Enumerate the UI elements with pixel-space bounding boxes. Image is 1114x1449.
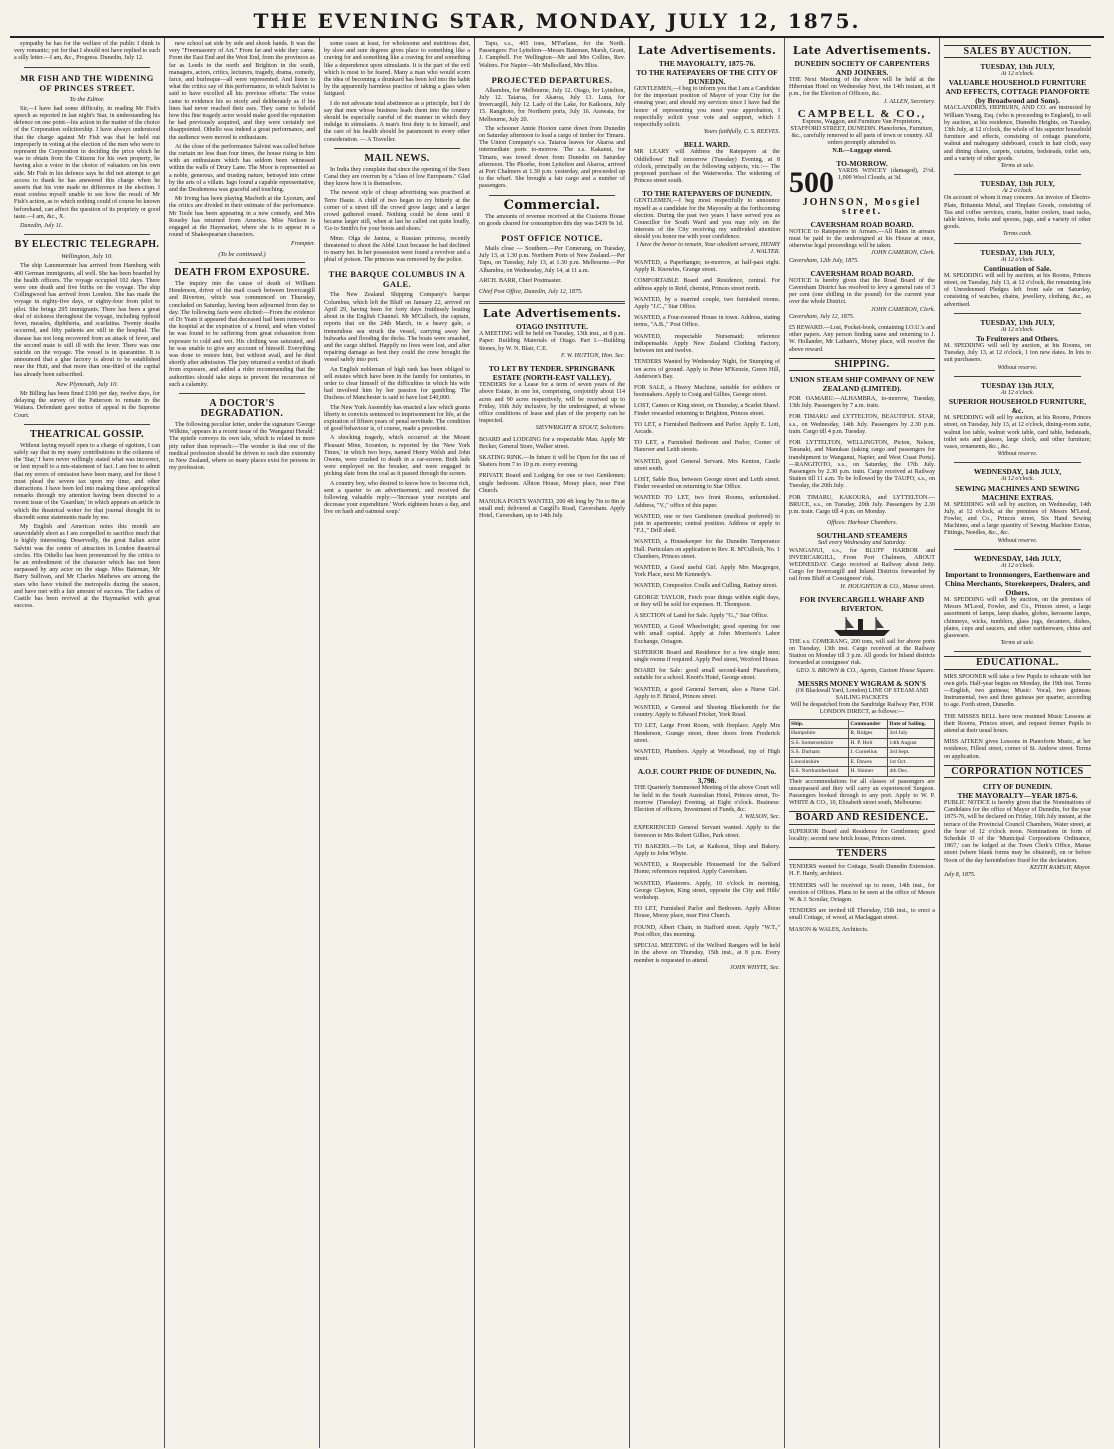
auction-date: TUESDAY, 13th JULY, bbox=[980, 247, 1055, 257]
otago-institute-body: A MEETING will be held on Tuesday, 13th inst., at 8 p.m. Paper: Building Materials of Otago. Part I.—Building Stones, by W. N. Blair, C.E. bbox=[479, 331, 625, 352]
column-2 bbox=[165, 38, 320, 1448]
classified-ad: TO LET, Large Front Room, with fireplace. Apply Mrs Henderson, Grange street, three doors from Frederick street. bbox=[634, 723, 780, 744]
springbank-body: TENDERS for a Lease for a term of seven years of the above Estate, in one lot, comprising, conjointly about 114 acres and 90 acres respectively, will be received up to Friday, 16th July inclusive, by the undersigned, at whose office conditions of lease and plan of the property can be inspected. bbox=[479, 382, 625, 425]
carpenters-ad bbox=[789, 59, 935, 106]
new-plymouth-body: Mr Billing has been fined £100 per day, twelve days, for delaying the survey of the Patterson to remain in the Waitara. Defendant gave notice of appeal in the Supreme Court. bbox=[14, 390, 160, 419]
table-cell: S.S. Northumberland bbox=[790, 767, 849, 777]
mr-fish-heading: MR FISH AND THE WIDENING OF PRINCES STREET. bbox=[20, 72, 154, 93]
classified-ad: WANTED, a Good useful Girl. Apply Mrs Macgregor, York Place, next Mr Kennedy's. bbox=[634, 564, 780, 579]
caversham-body-1: NOTICE to Ratepayers in Arrears.—All Rates in arrears must be paid to the undersigned at his House at once, otherwise legal proceedings will be taken. bbox=[789, 228, 935, 250]
board-residence-body: SUPERIOR Board and Residence for Gentlemen; good locality; second new brick house, Princes street. bbox=[789, 828, 935, 842]
corporation-notice bbox=[944, 782, 1091, 879]
auction-time: At 2 o'clock. bbox=[1002, 188, 1033, 195]
divider bbox=[954, 549, 1081, 550]
special-meeting-signature: JOHN WHYTE, Sec. bbox=[729, 964, 780, 971]
caversham-ad-1 bbox=[789, 220, 935, 265]
auction-terms: Terms at sale. bbox=[1000, 640, 1035, 647]
table-cell: Lincolnshire bbox=[790, 757, 849, 767]
divider bbox=[954, 376, 1081, 377]
southland-title: SOUTHLAND STEAMERS bbox=[816, 531, 908, 541]
union-office: Offices: Harbour Chambers. bbox=[826, 520, 898, 527]
sailing-table-header bbox=[790, 719, 935, 729]
auction-body: On account of whom it may concern. An invoice of Electro-Plate, Britannia Metal, and Tinplate Goods, consisting of Tea and coffee services, cruets, butter coolers, toast racks, table knives, forks and spoons, jugs, and a variety of other goods. bbox=[944, 195, 1091, 231]
auction-date: TUESDAY, 13th JULY, bbox=[980, 62, 1055, 72]
table-cell: S.S. Somersetshire bbox=[790, 738, 849, 748]
ratepayers-ad bbox=[634, 189, 780, 256]
post-office-signature: ARCH. BARR, Chief Postmaster. bbox=[479, 277, 562, 284]
divider bbox=[24, 67, 150, 68]
sales-by-auction-heading: SALES BY AUCTION. bbox=[944, 45, 1091, 58]
educational-list bbox=[944, 674, 1091, 761]
money-wigram-ad bbox=[789, 679, 935, 808]
auction-body: M. SPEDDING will sell by auction, on the premises of Messrs M'Leod, Fowler, and Co., Princes street, a large assortment of lamps, lamp shades, globes, kerosene lamps, chimneys, wicks, tumblers, glass jugs, decanters, dishes, plates, cups and saucers, and other earthenware, china and glassware. bbox=[944, 596, 1091, 639]
theatrical-signoff: Frompter. bbox=[291, 241, 315, 248]
corporation-mayoralty: THE MAYORALTY—YEAR 1875-6. bbox=[957, 791, 1078, 800]
theatrical-continued-2: At the close of the performance Salvini was called before the curtain no less than four times, the house rising to him with an enthusiasm which has seldom been witnessed within the walls of Drury Lane. The Moor is represented as a noble, generous, and trusting nature, betrayed into crime by the arts of a villain. Iago found a capable representative, and the Desdemona was graceful and touching. bbox=[169, 143, 315, 194]
post-office-date: Chief Post Office, Dunedin, July 12, 1875. bbox=[479, 289, 583, 296]
telegraph-heading: BY ELECTRIC TELEGRAPH. bbox=[14, 239, 160, 251]
auction-date: WEDNESDAY, 14th JULY, bbox=[973, 467, 1062, 477]
corporation-date: July 8, 1875. bbox=[944, 872, 976, 879]
auction-terms: Without reserve. bbox=[997, 537, 1038, 544]
shipping-body: The schooner Annie Hooton came down from Dunedin on Saturday afternoon to load a cargo of timber for Timaru. The Union Company's s.s. Taiaroa leaves for Akaroa and intermediate ports to-morrow. The s.s. Kakanui, for Timaru, was towed down from Dunedin on Saturday afternoon. The Phoebe, from Lyttelton and Akaroa, arrived at Port Chalmers at 1.30 p.m. yesterday, and proceeded up to the wharf. She brought a fair cargo and a number of passengers. bbox=[479, 125, 625, 190]
riverton-ad bbox=[789, 595, 935, 675]
caversham-date-2: Caversham, July 12, 1875. bbox=[789, 313, 855, 320]
ratepayers-body: GENTLEMEN,—I beg most respectfully to announce myself as a candidate for the Mayoralty at the forthcoming election. During the past two years I have served you as Councillor for South Ward and you may rely on the interests of the City receiving my undivided attention should you honor me with your confidence. bbox=[634, 198, 780, 241]
sailing-notice: FOR TIMARU, KAKOURA, and LYTTELTON.—BRUCE, s.s., on Tuesday, 20th July. Passengers by 2.30 p.m. train. Cargo till 4 p.m. on Monday. bbox=[789, 494, 935, 515]
mr-fish-date: Dunedin, July 11. bbox=[20, 223, 63, 230]
carpenters-body: THE Next Meeting of the above will be held at the Hibernian Hotel on Wednesday Next, the 14th instant, at 8 p.m., for the Election of Officers, &c. bbox=[789, 77, 935, 98]
private-board-ad: PRIVATE Board and Lodging for one or two Gentlemen; single bedroom. Albion House, Moray place, near First Church. bbox=[479, 473, 625, 494]
manuka-posts-ad: MANUKA POSTS WANTED, 200 4ft long by 7in to 8in at small end; delivered at Cargill's Road, Caversham. Apply Hotel, Caversham, up to 14th July. bbox=[479, 498, 625, 520]
to-be-continued: (To be continued.) bbox=[218, 250, 266, 258]
theatrical-body-1: Without laying myself open to a charge of egotism, I can safely say that in my many contributions to the columns of the 'Star,' I have never willingly stated what was incorrect, or lent myself to a mis-statement of fact. I am free to admit that my errors of omission have been many, and for these I must plead the severe tax upon my time, and other distractions. I have been led into making these apologetical remarks through my attention having been directed to a recent issue of the 'Guardian,' in which appears an article in which the theatrical writer for that journal thought fit to discredit some statements made by me. bbox=[14, 442, 160, 521]
classified-ad: WANTED, a General and Shoeing Blacksmith for the country. Apply to Edward Fricker, York Road. bbox=[634, 705, 780, 719]
divider bbox=[24, 234, 150, 235]
table-row bbox=[790, 729, 935, 739]
projected-departures-heading: PROJECTED DEPARTURES. bbox=[491, 74, 613, 85]
column-1 bbox=[10, 38, 165, 1448]
projected-departures-body: Alhambra, for Melbourne, July 12. Otago, for Lyttelton, July 12. Taiaroa, for Akaroa, July 13. Luna, for Invercargill, July 12. Lady of the Lake, for Kaikoura, July 15. Rangitoto, for Northern ports, July 16. Arawata, for Melbourne, July 20. bbox=[479, 87, 625, 123]
caversham-date-1: Caversham, 12th July, 1875. bbox=[789, 257, 859, 264]
riverton-signature: GEO. S. BROWN & CO., Agents, Custom House Square. bbox=[796, 667, 935, 674]
auction-notice bbox=[944, 554, 1091, 653]
tomorrow-ad bbox=[789, 159, 935, 216]
corporation-signature: KEITH RAMSAY, Mayor. bbox=[1029, 864, 1091, 871]
classified-ad: TO LET, a Furnished Bedroom and Parlor. Apply E. Lott, Arcade. bbox=[634, 421, 780, 435]
steamship-icon bbox=[832, 615, 892, 637]
corporation-body: PUBLIC NOTICE is hereby given that the Nominations of Candidates for the office of Mayor of Dunedin, for the year 1875-76, will be declared on Friday, 16th July instant, at the terrace of the Provincial Council Chambers, Water street, at the hour of 12 o'clock noon. Nominations in form of Schedule D of the 'Municipal Corporations Ordinance, 1867,' can be lodged at the Town Clerk's Office, Manse street (where blank forms may be obtained), on or before Noon of the day hereinbefore fixed for the declaration. bbox=[944, 800, 1091, 864]
campbell-ad bbox=[789, 107, 935, 155]
telegraph-body: The ship Lammermuir has arrived from Hamburg with 400 German immigrants, all well. She has been boarded by the health officers. The voyage occupied 102 days. There were one death and five births on the voyage. The ship Collingwood has arrived from London. She has made the voyage in eighty-five days, or eighty-four from pilot to pilot. She brings 295 immigrants. There has been a great deal of sickness throughout the voyage, including typhoid fever, measles, diphtheria, and scarlatina. Twenty deaths occurred, and fifty patients are still in the hospital. The disease has not long recovered from an attack of fever, and the second mate is still ill with the fever. There was one suicide on the voyage. The vessel is in quarantine. It is announced that a glue factory is about to be established near the Hutt, and that more than one-third of the capital has already been subscribed. bbox=[14, 263, 160, 378]
otago-institute-title: OTAGO INSTITUTE. bbox=[516, 322, 588, 332]
mail-news-body-5: The New York Assembly has enacted a law which grants liberty to convicts sentenced to imprisonment for life, at the expiration of fifteen years of penal servitude. The condition of good behaviour is, of course, made a precedent. bbox=[324, 404, 470, 433]
column-5 bbox=[630, 38, 785, 1448]
classified-ad: TENDERS Wanted by Wednesday Night, for Stumping of ten acres of ground. Apply to Peter M'Kenzie, Green Hill, Anderson's Bay. bbox=[634, 359, 780, 380]
auction-notice bbox=[944, 467, 1091, 549]
mail-news-body-4: An English nobleman of high rank has been obliged to sell estates which have been in the family for centuries, in order to clear himself of the difficulties in which his wife had involved him by her passion for gambling. The Duchess of Manchester is said to have lost £40,000. bbox=[324, 366, 470, 402]
auction-date: WEDNESDAY, 14th JULY, bbox=[973, 553, 1062, 563]
auction-notice bbox=[944, 248, 1091, 314]
mail-news-body-3: Mme. Olga de Janina, a Russian princess, recently threatened to shoot the Abbé Liszt because he had declined to marry her. In her possession were found a revolver and a phial of poison. The princess was removed by the police. bbox=[324, 235, 470, 264]
auction-title: SEWING MACHINES AND SEWING MACHINE EXTRAS. bbox=[955, 483, 1080, 502]
auction-body: M. SPEDDING will sell by auction, on Wednesday, 14th July, at 12 o'clock, at the premises of Messrs M'Leod, Fowler, and Co., Princes street, Six Hand Sewing Machines, and a large quantity of Sewing Machine Extras, Fittings, Needles, &c., &c. bbox=[944, 501, 1091, 537]
caversham-title-2: CAVERSHAM ROAD BOARD. bbox=[810, 268, 914, 278]
auction-notice bbox=[944, 179, 1091, 243]
classified-ad: TO BAKERS.—To Let, at Kaikorai, Shop and Bakery. Apply to John Whyte. bbox=[634, 843, 780, 858]
sailing-table bbox=[789, 719, 935, 777]
auction-time: At 12 o'clock. bbox=[1000, 256, 1035, 263]
divider bbox=[489, 195, 615, 196]
court-pride-body: THE Quarterly Summoned Meeting of the above Court will be held in the South Australian Hotel, Princes street, To-morrow (Tuesday) Evening, at Eight o'clock. Business: Election of officers, Investment of Funds, &c. bbox=[634, 785, 780, 814]
auction-notice bbox=[944, 318, 1091, 377]
shipping-lead: Tapu, s.s., 405 tons, M'Farlane, for the North. Passengers: For Lyttelton—Messrs Bateman, Marsh, Grant, J. Campbell. For Wellington—Mr and Mrs Collins, Rev. Walters. For Napier—Mr Mulholland, Mrs Bliss. bbox=[479, 41, 625, 69]
caversham-title-1: CAVERSHAM ROAD BOARD. bbox=[810, 219, 914, 229]
classified-ad: EXPERIENCED General Servant wanted. Apply to the forenoon to Mrs Robert Gillies, Park street. bbox=[634, 825, 780, 839]
auction-terms: Without reserve. bbox=[997, 451, 1038, 458]
classified-ad: BOARD for Sale: good small second-hand Pianoforte, suitable for a school. Knott's Hotel, George street. bbox=[634, 668, 780, 682]
article-body-2: I do not advocate total abstinence as a principle, but I do say that men whose business leads them into the country should be especially careful of the manner in which they indulge in stimulants. A man's first duty is to himself, and the care of his health should be paramount to every other consideration. — A Traveller. bbox=[324, 100, 470, 143]
table-header-cell: Date of Sailing. bbox=[888, 719, 935, 729]
tender-notice: TENDERS are invited till Thursday, 15th inst., to erect a small Cottage, of wood, at Maclaggan street. bbox=[789, 908, 935, 922]
divider bbox=[479, 301, 625, 304]
table-cell: 1st Oct. bbox=[888, 757, 935, 767]
exposure-body: The inquiry into the cause of death of William Henderson, driver of the mail coach between Invercargill and Riverton, which was commenced on Thursday, concluded on Saturday, having been adjourned from day to day. The following facts were elicited:—From the evidence of Dr Yeats it appeared that deceased had been removed to the hospital at the expiration of a friend, and when visited he was found to be suffering from great exhaustion from exposure to cold and wet. His clothing was saturated, and he was unable to give any account of himself. Everything was done to restore him, but without avail, and he died shortly after admission. The jury returned a verdict of death from exposure, and added a rider recommending that the authorities should take steps to prevent the recurrence of such a calamity. bbox=[169, 280, 315, 388]
tenders-heading: TENDERS bbox=[789, 847, 935, 860]
theatrical-continued-3: Mr Irving has been playing Macbeth at the Lyceum, and the critics are divided in their estimate of the performance. Mr Toole has been appearing in a new comedy, and Mrs Rousby has returned from America. Miss Neilson is engaged at the Haymarket, where she is to appear in a round of Shakespearian characters. bbox=[169, 196, 315, 239]
post-office-body: Mails close — Southern.—Per Comerang, on Tuesday, July 13, at 1.30 p.m. Northern Ports of New Zealand.—Per Tapu, on Tuesday, July 13, at 1.30 p.m. Melbourne.—Per Alhambra, on Wednesday, July 14, at 11 a.m. bbox=[479, 246, 625, 274]
classified-ad: WANTED, a Good Wheelwright; good opening for one with small capital. Apply at John Morrison's Labor Exchange, Octagon. bbox=[634, 624, 780, 645]
commercial-heading: Commercial. bbox=[503, 197, 601, 213]
auction-body: M. SPEDDING will sell by auction, at his Rooms, Princes street, on Tuesday, July 13, at 12 o'clock, the remaining lots of Unredeemed Pledges left from sale on Saturday, consisting of watches, chains, jewellery, clothing, &c., as advertised. bbox=[944, 272, 1091, 308]
columbus-heading: THE BARQUE COLUMBUS IN A GALE. bbox=[328, 269, 466, 290]
sailing-table-body bbox=[790, 729, 935, 777]
classified-ad: WANTED, Compositor. Coulls and Culling, Rattray street. bbox=[634, 583, 778, 590]
classified-list bbox=[634, 260, 780, 763]
auction-time: At 12 o'clock. bbox=[1000, 71, 1035, 78]
tomorrow-title: TO-MORROW. bbox=[836, 158, 888, 168]
riverton-title: FOR INVERCARGILL WHARF AND RIVERTON. bbox=[799, 594, 925, 613]
table-cell: 3rd Sept. bbox=[888, 748, 935, 758]
educational-notice: MISS AITKEN gives Lessons in Pianoforte Music, at her residence, Filleul street, corner of St. Andrew street. Terms on application. bbox=[944, 739, 1091, 760]
campbell-title: CAMPBELL & CO., bbox=[797, 107, 927, 120]
table-row bbox=[790, 757, 935, 767]
springbank-ad bbox=[479, 364, 625, 432]
auction-notice bbox=[944, 62, 1091, 175]
table-cell: J. Cornelius bbox=[849, 748, 888, 758]
carpenters-signature: J. ALLEN, Secretary. bbox=[883, 98, 935, 105]
letter-intro: sympathy he has for the welfare of the public I think is very romantic; yet for that I should not have replied to such a silly letter.—I am, &c., Progress. Dunedin, July 12. bbox=[14, 41, 160, 62]
divider bbox=[334, 148, 460, 149]
auction-time: At 12 o'clock. bbox=[1000, 562, 1035, 569]
corporation-city: CITY OF DUNEDIN. bbox=[982, 782, 1053, 791]
sailing-notice: FOR OAMARU.—ALHAMBRA, to-morrow, Tuesday, 13th July. Passengers by 7 a.m. train. bbox=[789, 396, 935, 410]
auction-title: To Fruiterers and Others. bbox=[976, 334, 1059, 344]
skating-rink-ad: SKATING RINK.—In future it will be Open for the use of Skaters from 7 to 10 p.m. every evening. bbox=[479, 454, 625, 469]
classified-ad: SUPERIOR Board and Residence for a few single men; single rooms if required. Apply Peel street, Wexford House. bbox=[634, 649, 780, 663]
degradation-body: The following peculiar letter, under the signature 'George Wilkins,' appears in a recent issue of the 'Wanganui Herald.' The epistle conveys its own tale, which is related in more pity rather than reproach:—The wonder is that one of the medical profession should be driven to such dire extremity in New Zealand, where so many places exist for persons in my profession. bbox=[169, 421, 315, 472]
auction-title: Continuation of Sale. bbox=[983, 263, 1052, 273]
bell-ward-body: MR LEARY will Address the Ratepayers at the Oddfellows' Hall tomorrow (Tuesday) Evening, at 8 o'clock, principally on the following subjects, viz.:— The proposed purchase of the Waterworks. The widening of Princes street south. bbox=[634, 149, 780, 185]
auction-date: TUESDAY, 13th JULY, bbox=[980, 179, 1055, 189]
table-cell: R. Ridges bbox=[849, 729, 888, 739]
tenders-list bbox=[789, 864, 935, 922]
classified-ad: WANTED, a Respectable Housemaid for the Salford Home; references required. Apply Caversham. bbox=[634, 862, 780, 876]
wanganui-body: WANGANUI, s.s., for BLUFF HARBOR and INVERCARGILL, From Port Chalmers, ABOUT WEDNESDAY. Cargo received at Railway about Jetty. Cargo for Invercargill and Inland Districts forwarded by rail from Bluff at Consignees' risk. bbox=[789, 547, 935, 583]
sailing-notice: FOR TIMARU and LYTTELTON, BEAUTIFUL STAR, s.s., on Wednesday, 14th July. Passengers by 2.30 p.m. train. Cargo till 4 p.m. Tuesday. bbox=[789, 414, 935, 435]
corporation-heading: CORPORATION NOTICES bbox=[944, 765, 1091, 778]
auction-time: At 12 o'clock. bbox=[1000, 476, 1035, 483]
auction-date: TUESDAY 13th JULY, bbox=[981, 380, 1054, 390]
board-lodging-ad: BOARD and LODGING for a respectable Man. Apply Mr Becker, General Store, Walker street. bbox=[479, 436, 625, 450]
court-pride-signature: J. WILSON, Sec. bbox=[739, 814, 780, 821]
telegraph-dateline: Wellington, July 10. bbox=[61, 253, 113, 261]
divider bbox=[24, 424, 150, 425]
masthead bbox=[10, 6, 1104, 38]
auction-terms: Terms cash. bbox=[1003, 231, 1032, 238]
tender-notice: TENDERS wanted for Cottage, South Dunedin Extension. H. F. Hardy, architect. bbox=[789, 864, 935, 878]
auction-date: TUESDAY, 13th JULY, bbox=[980, 317, 1055, 327]
classified-ad: A SECTION of Land for Sale. Apply "G.," Star Office. bbox=[634, 612, 769, 619]
caversham-body-2: NOTICE is hereby given that the Road Board of the Caversham District has resolved to levy a general rate of 3 per cent (one shilling in the pound) for the current year over the whole District. bbox=[789, 277, 935, 306]
classified-ad: WANTED, by a married couple, two furnished rooms. Apply "J.C.," Star Office. bbox=[634, 296, 780, 311]
educational-notice: THE MISSES BELL have now resumed Music Lessons at their Rooms, Princes street, and request former Pupils to attend at their usual hours. bbox=[944, 713, 1091, 734]
sailing-notice: FOR LYTTELTON, WELLINGTON, Picton, Nelson, Taranaki, and Manukau (taking cargo and passengers for transhipment to Wanganui, Napier, and West Coast Ports).—RANGITOTO, s.s., on Saturday, the 17th July. Passengers by 2.30 p.m. train. Cargo received at Railway Station till 11 a.m. To be followed by the TAUPO, s.s., on Tuesday, the 20th July. bbox=[789, 440, 935, 490]
divider bbox=[954, 243, 1081, 244]
mayoralty-ad bbox=[634, 59, 780, 136]
divider bbox=[179, 262, 305, 263]
classified-ad: TO LET, Furnished Parlor and Bedroom. Apply Albion House, Moray place, near First Church. bbox=[634, 906, 780, 920]
special-meeting-body: SPECIAL MEETING of the Welford Rangers will be held in the above on Thursday, 15th inst., at 8 p.m. Every member is requested to attend. bbox=[634, 943, 780, 964]
ratepayers-title: TO THE RATEPAYERS OF DUNEDIN. bbox=[642, 189, 772, 199]
shipping-heading: SHIPPING. bbox=[789, 358, 935, 371]
campbell-note: N.B.—Luggage stored. bbox=[832, 147, 892, 154]
auction-list bbox=[944, 62, 1091, 652]
union-sailings bbox=[789, 396, 935, 516]
columns bbox=[10, 38, 1104, 1448]
southland-sub: Sail every Wednesday and Saturday. bbox=[817, 540, 907, 547]
auction-title: VALUABLE HOUSEHOLD FURNITURE AND EFFECTS, COTTAGE PIANOFORTE (by Broadwood and Sons). bbox=[945, 78, 1090, 106]
table-cell: 3rd July bbox=[888, 729, 935, 739]
mayoralty-signature: Yours faithfully, C. S. REEVES. bbox=[703, 129, 780, 136]
money-wigram-body-2: Their accommodations for all classes of passengers are unsurpassed and they will carry an experienced Surgeon. Passengers booked through to any port. Apply to W. P. WHITE & CO., 10, Elizabeth street south, Melbourne. bbox=[789, 778, 935, 807]
court-pride-title: A.O.F. COURT PRIDE OF DUNEDIN, No. 3,798. bbox=[637, 767, 777, 786]
mail-news-body-2: The newest style of cheap advertising was practised at Terre Haute. A child of two began to cry bitterly at the corner of a street till the crowd grew large; and a larger crowd gathered round. Nothing could be done until it became larger still, when at last he called out quite loudly, 'Go to Smith's for your boots and shoes.' bbox=[324, 190, 470, 233]
classified-ad: FOR SALE, a Heavy Machine, suitable for soldiers or bootmakers. Apply to Craig and Gillies, George street. bbox=[634, 384, 780, 399]
classified-ad: GEORGE TAYLOR, Fetch your things within eight days, or they will be sold for expenses. H. Thompson. bbox=[634, 594, 780, 608]
johnson-name: JOHNSON, Mosgiel street. bbox=[802, 196, 922, 217]
educational-heading: EDUCATIONAL. bbox=[944, 656, 1091, 669]
new-plymouth-dateline: New Plymouth, July 10. bbox=[56, 380, 118, 388]
carpenters-title: DUNEDIN SOCIETY OF CARPENTERS AND JOINERS. bbox=[794, 59, 930, 77]
auction-title: SUPERIOR HOUSEHOLD FURNITURE, &c. bbox=[948, 397, 1087, 416]
auction-body: MACLANDRES, HEPBURN, AND CO. are instructed by William Young, Esq. (who is proceeding to England), to sell by auction, at his residence, Dunedin Heights, on Tuesday, 13th July, at 12 o'clock, the whole of his superior household furniture and effects, consisting of cottage pianoforte, walnut and mahogany sideboard, couch in hair cloth, easy and dining chairs, carpets, curtains, bedsteads, toilet sets, and a variety of other goods. bbox=[944, 105, 1091, 162]
classified-ad: WANTED, Plasterers. Apply, 10 o'clock in morning, George Clayton, King street, opposite the City and Hills' workshop. bbox=[634, 880, 780, 902]
column-7 bbox=[940, 38, 1095, 1448]
divider bbox=[954, 651, 1081, 652]
union-company-title: UNION STEAM SHIP COMPANY OF NEW ZEALAND (LIMITED). bbox=[789, 375, 935, 394]
money-wigram-body: Will be despatched from the Sandridge Railway Pier, FOR LONDON DIRECT, as follows:— bbox=[790, 702, 934, 716]
columbus-body: The New Zealand Shipping Company's barque Columbus, which left the Bluff on January 22, arrived on April 29, having been for forty days fruitlessly beating about in the English Channel. Mr M'Culloch, the captain, reports that on the 24th March, in a heavy gale, a tremendous sea struck the vessel, carrying away her bulwarks and flooding the decks. The boats were smashed, and the cargo shifted. Happily no lives were lost, and after repairing damage as best they could the crew brought the vessel safely into port. bbox=[324, 292, 470, 364]
late-ads-heading: Late Advertisements. bbox=[482, 307, 622, 321]
classified-ad: WANTED, good General Servant. Mrs Kenton, Castle street south. bbox=[634, 458, 780, 472]
mail-news-body-6: A shocking tragedy, which occurred at the Mount Pleasant Mine, Scranton, is reported by the 'New York Times,' in which two boys, named Henry Welsh and John Owens, were crushed to death in a car-screen. Both lads were employed on the breaker, and were engaged in picking slate from the coal as it passed through the screen. bbox=[324, 435, 470, 478]
springbank-title: TO LET BY TENDER. SPRINGBANK ESTATE (NORTH-EAST VALLEY). bbox=[488, 364, 616, 383]
late-ads-heading: Late Advertisements. bbox=[637, 44, 777, 57]
column-4 bbox=[475, 38, 630, 1448]
classified-ad: COMFORTABLE Board and Residence, central. For address apply to Reid, chemist, Princes street north. bbox=[634, 278, 780, 292]
auction-body: M. SPEDDING will sell by auction, at his Rooms, Princes street, on Tuesday, July 13, at 12 o'clock, dining-room suite, walnut loo table, walnut work table, card table, bedsteads, toilet sets and glasses, large clock, and other furniture; vases, ornaments, &c., &c. bbox=[944, 415, 1091, 450]
table-cell: 14th August bbox=[888, 738, 935, 748]
classified-ad: WANTED, one or two Gentlemen (medical preferred) to join in apartments; central position. Address or apply to "F.J.," Drill shed. bbox=[634, 513, 780, 535]
special-meeting-ad bbox=[634, 943, 780, 972]
table-row bbox=[790, 748, 935, 758]
houghton-signature: H. HOUGHTON & CO., Manse street. bbox=[840, 583, 935, 590]
classified-ad: WANTED, a good General Servant, also a Nurse Girl. Apply to F. Bristol, Princes street. bbox=[634, 686, 780, 700]
court-pride-ad bbox=[634, 767, 780, 821]
riverton-body: THE s.s. COMERANG, 200 tons, will sail for above ports on Tuesday, 13th inst. Cargo received at the Railway Station on Monday till 3 p.m. All goods for Inland districts forwarded at consignees' risk. bbox=[789, 638, 935, 667]
ratepayers-signature: I have the honor to remain, Your obedient servant, HENRY J. WALTER. bbox=[636, 241, 780, 255]
mr-fish-subheading: To the Editor. bbox=[69, 95, 105, 103]
classified-ad: WANTED TO LET, two front Rooms, unfurnished. Address, "V.," office of this paper. bbox=[634, 495, 780, 509]
table-cell: H. P. Holt bbox=[849, 738, 888, 748]
article-body-1: some cases at least, for wholesome and nutritious diet, by slow and sure degrees gives place to something like a craving for and something like a craving for and something like a dependence upon stimulants. It is the part of the evil which is most to be feared. Many a man who would scorn the idea of becoming a drunkard has been led into the habit by the apparently harmless practice of taking a glass when fatigued. bbox=[324, 41, 470, 98]
union-company-ad bbox=[789, 375, 935, 527]
caversham-ad-2 bbox=[789, 269, 935, 321]
classified-ad: WANTED, respectable Nursemaid; reference indispensable. Apply New Zealand Clothing Factory, between ten and twelve. bbox=[634, 333, 780, 355]
auction-body: M. SPEDDING will sell by auction, at his Rooms, on Tuesday, July 13, at 12 o'clock, 1 ton new dates. In lots to suit purchasers. bbox=[944, 343, 1091, 364]
degradation-heading: A DOCTOR'S DEGRADATION. bbox=[200, 397, 284, 419]
mail-news-body-1: In India they complain that since the opening of the Suez Canal they are overrun by a "class of low Europeans." Glad they know how it is themselves. bbox=[324, 166, 470, 188]
theatrical-continued-1: new school sat side by side and shook hands. It was the very "Freemasonry of Art." From far and wide they came. From the East End and the West End, from the provinces as far as Leeds in the north and Brighton in the south, managers, actors, critics, lecturers, tragedy, drama, comedy, farce, and burlesque—all were represented. And listen to what the critics say of this performance, in which Salvini is said to have excelled all his previous efforts: The voice came to evidence his so nicely and deliberately as if his lines had never reached their ears. They came to behold how this fine tragedy actor would make good the reputation he had previously acquired, and they were certainly not disappointed. Othello was indeed a great performance, and the audience were moved to enthusiasm. bbox=[169, 41, 315, 141]
auction-title: Important to Ironmongers, Earthenware and China Merchants, Storekeepers, Dealers, and Others. bbox=[945, 569, 1090, 597]
springbank-signature: SIEVWRIGHT & STOUT, Solicitors. bbox=[535, 425, 625, 432]
table-row bbox=[790, 738, 935, 748]
late-ads-heading: Late Advertisements. bbox=[792, 44, 932, 57]
money-wigram-sub: (Of Blackwall Yard, London) LINE OF STEAM AND SAILING PACKETS bbox=[795, 687, 929, 701]
tenders-signature: MASON & WALES, Architects. bbox=[789, 926, 869, 933]
bell-ward-ad bbox=[634, 140, 780, 185]
caversham-signature-2: JOHN CAMERON, Clerk. bbox=[871, 306, 935, 313]
five-hundred-body: YARDS WINCEY (damaged), 2½d. 1,000 Wool Clouds, at 3d. bbox=[838, 167, 935, 182]
column-6 bbox=[785, 38, 940, 1448]
tender-notice: TENDERS will be received up to noon, 14th inst., for erection of Offices. Plans to be seen at the office of Messrs W. & J. Scoular, Octagon. bbox=[789, 882, 935, 904]
otago-institute-signature: F. W. HUTTON, Hon. Sec. bbox=[560, 352, 625, 359]
campbell-body: Express, Waggon, and Furniture Van Proprietors, STAFFORD STREET, DUNEDIN. Pianofortes, Furniture, &c., carefully removed to all parts of town or country. All orders promptly attended to. bbox=[790, 118, 934, 147]
classified-ad: TO LET, a Furnished Bedroom and Parlor, Corner of Hanover and Leith streets. bbox=[634, 440, 780, 454]
board-residence-heading: BOARD AND RESIDENCE. bbox=[789, 811, 935, 824]
post-office-heading: POST OFFICE NOTICE. bbox=[501, 233, 603, 244]
auction-terms: Without reserve. bbox=[997, 364, 1038, 371]
auction-notice bbox=[944, 381, 1091, 463]
table-cell: H. Shimer bbox=[849, 767, 888, 777]
mayoralty-to: TO THE RATEPAYERS OF THE CITY OF DUNEDIN. bbox=[636, 68, 778, 86]
table-cell: E. Dawes bbox=[849, 757, 888, 767]
exposure-heading: DEATH FROM EXPOSURE. bbox=[174, 266, 310, 278]
classified-ad: WANTED, Plumbers. Apply at Woodhead, top of High street. bbox=[634, 749, 780, 763]
masthead-title: THE EVENING STAR, MONDAY, JULY 12, 1875. bbox=[253, 9, 861, 33]
auction-time: At 12 o'clock. bbox=[1000, 326, 1035, 333]
bell-ward-title: BELL WARD. bbox=[683, 140, 731, 150]
divider bbox=[954, 174, 1081, 175]
classified-ad: WANTED, a Four-roomed House in town. Address, stating terms, "A.B.," Post Office. bbox=[634, 315, 780, 329]
auction-time: At 12 o'clock. bbox=[1000, 389, 1035, 396]
table-header-cell: Commander bbox=[849, 719, 888, 729]
column-3 bbox=[320, 38, 475, 1448]
money-wigram-title: MESSRS MONEY WIGRAM & SON'S bbox=[798, 678, 926, 688]
commercial-body: The amounts of revenue received at the Customs House on goods cleared for consumption this day was £439 9s 1d. bbox=[479, 213, 625, 227]
mayoralty-title: THE MAYORALTY, 1875-76. bbox=[658, 59, 756, 68]
classified-ad: WANTED, a Paperhanger, to-morrow, at half-past eight. Apply R. Knowles, Grange street. bbox=[634, 260, 780, 274]
auction-terms: Terms at sale. bbox=[1000, 163, 1035, 170]
caversham-signature-1: JOHN CAMERON, Clerk. bbox=[871, 250, 935, 257]
mail-news-body-7: A country boy, who desired to know how to become rich, sent a quarter to an advertisement, and received the following valuable reply:—'Increase your receipts and decrease your expenditure.' Work eighteen hours a day, and live on hash and oatmeal soup.' bbox=[324, 480, 470, 516]
classified-ad: FOUND, Albert Chain, in Stafford street. Apply "W.T.," Post office, this morning. bbox=[634, 924, 780, 938]
classified-ad: LOST, Sable Boa, between George street and Leith street. Finder rewarded on returning to Star Office. bbox=[634, 476, 780, 491]
otago-institute-ad bbox=[479, 322, 625, 360]
theatrical-body-2: My English and American notes this month are unavoidably short as I am compelled to sacrifice much that is highly interesting. Deservedly, the great Italian actor Salvini was the centre of attraction in London theatrical circles. His Othello has been pronounced by the critics to be an embodiment of the character which has not been surpassed by any actor on the stage. Miss Bateman, Mr Barry Sullivan, and Mr Charles Mathews are among the stars who have visited the metropolis during the season, and have met with a fair amount of success. The Ladies of Castile has been revived at the Haymarket with great success. bbox=[14, 523, 160, 610]
reward-ad: £5 REWARD.—Lost, Pocket-book, containing I.O.U.'s and other papers. Any person finding same and returning to J. W. Hollander, Mr Latham's, Moray place, will receive the above reward. bbox=[789, 325, 935, 353]
classified-ad: LOST, Cameo or King street, on Thursday, a Scarlet Shawl. Finder rewarded returning to Brighton, Princes street. bbox=[634, 403, 780, 417]
mail-news-heading: MAIL NEWS. bbox=[364, 152, 430, 164]
table-cell: 4th Dec. bbox=[888, 767, 935, 777]
divider bbox=[179, 393, 305, 394]
table-header-cell: Ship. bbox=[790, 719, 849, 729]
mayoralty-body: GENTLEMEN,—I beg to inform you that I am a Candidate for the important position of Mayor of your City for the ensuing year; and should my services since I have had the honor of representing you meet your approbation, I respectfully solicit your vote and support, which I respectfully solicit. bbox=[634, 86, 780, 129]
classified-list-2 bbox=[634, 825, 780, 939]
divider bbox=[954, 313, 1081, 314]
five-hundred-figure: 500 bbox=[789, 165, 834, 199]
table-cell: S.S. Durham bbox=[790, 748, 849, 758]
classified-ad: WANTED, a Housekeeper for the Dunedin Temperance Hall. Particulars on application to Rev. R. M'Culloch, No. 1 Chambers, Princes street. bbox=[634, 539, 780, 560]
table-row bbox=[790, 767, 935, 777]
southland-ad bbox=[789, 531, 935, 590]
divider bbox=[954, 462, 1081, 463]
educational-notice: MRS SPOONER will take a few Pupils to educate with her own girls. Half-year begins on Monday, the 19th inst. Terms—English, two guineas; Music: Vocal, two guineas; Instrumental, two and three guineas per quarter, according to age. Forth street, Dunedin. bbox=[944, 673, 1091, 709]
mr-fish-body: Sir,—I have had some difficulty, in reading Mr Fish's speech as reported in last night's Star, in understanding his defence on one point—his action in the matter of the choice of the Corporation solicitorship. I have always understood that the charge against Mr Fish was that he held out improperly in voting at the election of the men who were to represent the Corporation in deciding the price which he was to obtain from the Citizens for his own property, he having also a voice in the choice of valuators on his own side. Mr Fish in his defence says he did not attempt to get access to thank he has answered this charge when he asserts that his vote made no difference in the election. I must confess myself unable to see how the result of Mr Fish's action, as to which nothing could of course be known beforehand, can affect the question of its propriety or good taste.—I am, &c., X. bbox=[14, 105, 160, 220]
table-cell: Hampshire bbox=[790, 729, 849, 739]
theatrical-heading: THEATRICAL GOSSIP. bbox=[30, 428, 144, 440]
